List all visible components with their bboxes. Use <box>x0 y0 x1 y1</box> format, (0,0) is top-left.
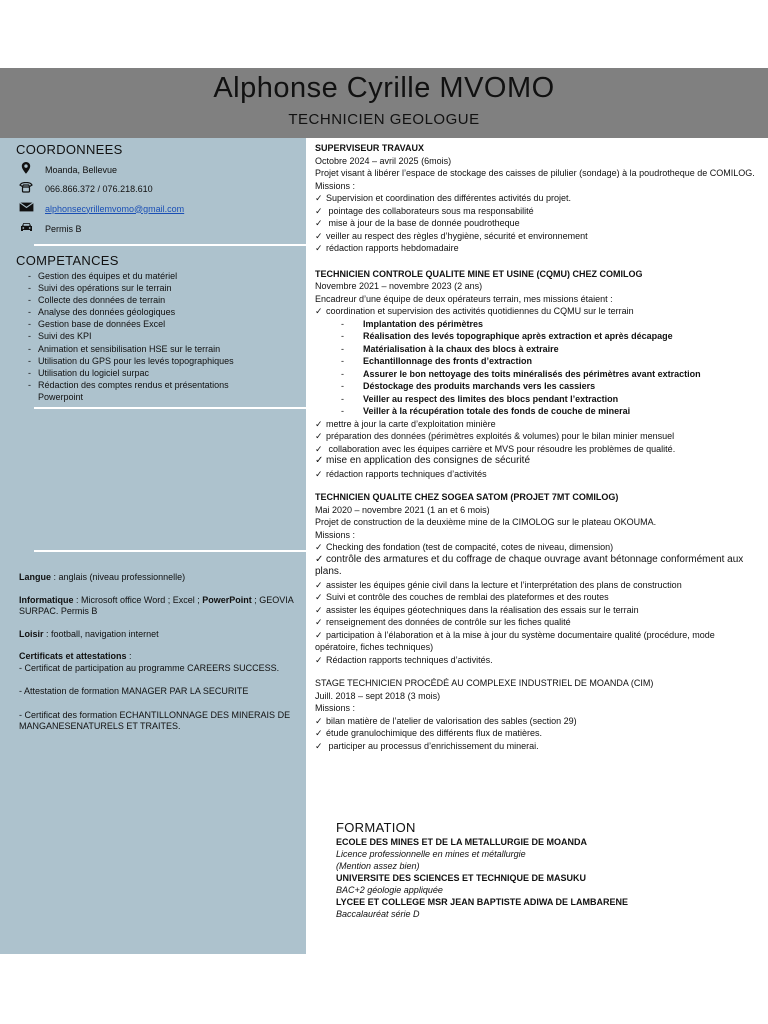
mission-text: préparation des données (périmètres exploités & volumes) pour le bilan minier mensuel <box>326 431 675 441</box>
mission-item <box>315 455 760 468</box>
sidebar-divider <box>34 407 306 409</box>
candidate-name: Alphonse Cyrille MVOMO <box>213 72 555 104</box>
mission-item <box>315 579 760 592</box>
phone-text: 066.866.372 / 076.218.610 <box>45 184 153 194</box>
contact-address <box>18 162 118 177</box>
mission-text: Supervision et coordination des différentes activités du projet. <box>326 193 571 203</box>
informatique-row <box>19 595 297 618</box>
coordonnees-title: COORDONNEES <box>16 142 123 157</box>
mission-text: contrôle des armatures et du coffrage de chaque ouvrage avant bétonnage conformément aux plans. <box>315 553 744 577</box>
informatique-value: : Microsoft office Word ; Excel ; <box>73 594 203 605</box>
mission-item <box>315 604 760 617</box>
job-description: Projet visant à libérer l’espace de stockage des caisses de pilulier (sondage) à la poudrotheque de COMILOG. <box>315 168 755 178</box>
mission-text: rédaction rapports hebdomadaire <box>326 243 459 253</box>
envelope-icon <box>18 202 34 215</box>
mission-item <box>315 430 760 443</box>
informatique-value-2: ; GEOVIA SURPAC. Permis B <box>19 594 294 616</box>
certificate-item: - Attestation de formation MANAGER PAR LA SECURITE <box>19 686 249 696</box>
sidebar-divider <box>34 550 306 552</box>
loisir-label: Loisir <box>19 628 44 639</box>
certificate-item: - Certificat des formation ECHANTILLONNAGE DES MINERAIS DE MANGANESENATURELS ET TRAITES. <box>19 709 291 731</box>
mission-item <box>315 217 760 230</box>
check-icon: ✓ <box>315 715 323 726</box>
mission-item <box>315 418 760 431</box>
job-title: TECHNICIEN QUALITE CHEZ SOGEA SATOM (PROJET 7MT COMILOG) <box>315 492 619 502</box>
check-icon: ✓ <box>315 455 324 466</box>
school-name: UNIVERSITE DES SCIENCES ET TECHNIQUE DE MASUKU <box>336 873 587 883</box>
powerpoint-label: PowerPoint <box>202 594 252 605</box>
langue-value: : anglais (niveau professionnelle) <box>51 572 186 582</box>
license-text: Permis B <box>45 224 82 234</box>
spacer <box>315 666 760 677</box>
mission-text: participer au processus d’enrichissement du minerai. <box>326 740 539 751</box>
mission-text: collaboration avec les équipes carrière et MVS pour résoudre les problèmes de qualité. <box>326 443 676 454</box>
check-icon: ✓ <box>315 230 323 241</box>
list-item: - Suivi des opérations sur le terrain <box>26 282 266 294</box>
job-title: TECHNICIEN CONTROLE QUALITE MINE ET USINE (CQMU) CHEZ COMILOG <box>315 268 643 279</box>
mission-text: Rédaction rapports techniques d’activités. <box>326 654 493 665</box>
mission-item <box>315 629 760 654</box>
informatique-label: Informatique <box>19 594 74 605</box>
check-icon: ✓ <box>315 218 323 228</box>
list-item: - Utilisation du GPS pour les levés topographiques <box>26 355 266 367</box>
check-icon: ✓ <box>315 243 323 253</box>
mission-text: coordination et supervision des activités quotidiennes du CQMU sur le terrain <box>326 306 634 316</box>
mission-text: mettre à jour la carte d’exploitation minière <box>326 418 496 429</box>
mission-text: pointage des collaborateurs sous ma responsabilité <box>326 205 534 216</box>
degree: Licence professionnelle en mines et métallurgie <box>336 849 526 859</box>
langue-row <box>19 572 297 584</box>
check-icon: ✓ <box>315 431 323 441</box>
mission-item <box>315 192 760 205</box>
job-period: Mai 2020 – novembre 2021 (1 an et 6 mois) <box>315 504 490 515</box>
mission-item <box>315 727 760 740</box>
check-icon: ✓ <box>315 629 323 640</box>
mention: (Mention assez bien) <box>336 861 420 871</box>
loisir-value: : football, navigation internet <box>43 628 159 639</box>
mission-item <box>315 230 760 243</box>
job-period: Juill. 2018 – sept 2018 (3 mois) <box>315 690 441 701</box>
loisir-row <box>19 629 297 641</box>
mission-item <box>315 591 760 604</box>
check-icon: ✓ <box>315 728 323 738</box>
job-period: Novembre 2021 – novembre 2023 (2 ans) <box>315 281 483 291</box>
check-icon: ✓ <box>315 604 323 615</box>
spacer <box>315 255 760 268</box>
mission-item <box>315 715 760 728</box>
list-item: - Collecte des données de terrain <box>26 294 266 306</box>
competences-list <box>26 270 266 403</box>
check-icon: ✓ <box>315 592 323 602</box>
spacer <box>315 480 760 491</box>
check-icon: ✓ <box>315 418 323 429</box>
check-icon: ✓ <box>315 579 323 590</box>
mission-item <box>315 554 760 579</box>
mission-item <box>315 541 760 554</box>
sub-mission: - Echantillonnage des fronts d’extraction <box>315 355 760 368</box>
sub-mission: - Veiller au respect des limites des blocs pendant l’extraction <box>315 393 760 406</box>
mission-item <box>315 205 760 218</box>
mission-text: renseignement des données de contrôle sur les fiches qualité <box>326 617 571 627</box>
sidebar-divider <box>34 244 306 246</box>
list-item: - Suivi des KPI <box>26 330 266 342</box>
experience-section <box>315 142 760 752</box>
contact-license <box>18 222 82 236</box>
mission-text: veiller au respect des règles d’hygiène, sécurité et environnement <box>326 230 588 241</box>
mission-text: participation à l’élaboration et à la mise à jour du système documentaire qualité (procédure, mode opératoire, fiches techniques) <box>315 629 715 652</box>
degree: BAC+2 géologie appliquée <box>336 885 443 895</box>
mission-text: assister les équipes génie civil dans la lecture et l’interprétation des plans de construction <box>326 579 682 590</box>
mission-text: rédaction rapports techniques d’activités <box>326 468 487 479</box>
missions-label: Missions : <box>315 180 356 191</box>
degree: Baccalauréat série D <box>336 909 420 919</box>
mission-item <box>315 468 760 481</box>
check-icon: ✓ <box>315 193 323 203</box>
mission-item <box>315 242 760 255</box>
certificats-row <box>19 651 297 663</box>
check-icon: ✓ <box>315 468 323 479</box>
mission-item <box>315 654 760 667</box>
sub-mission: - Déstockage des produits marchands vers les cassiers <box>315 380 760 393</box>
formation-title: FORMATION <box>336 820 416 835</box>
list-item: - Gestion base de données Excel <box>26 318 266 330</box>
address-text: Moanda, Bellevue <box>45 164 118 175</box>
check-icon: ✓ <box>315 443 323 454</box>
mission-text: mise en application des consignes de sécurité <box>326 455 531 466</box>
school-name: LYCEE ET COLLEGE MSR JEAN BAPTISTE ADIWA DE LAMBARENE <box>336 897 629 907</box>
sub-mission: - Matérialisation à la chaux des blocs à extraire <box>315 343 760 356</box>
check-icon: ✓ <box>315 205 323 216</box>
mission-item <box>315 443 760 456</box>
sub-mission: - Assurer le bon nettoyage des toits minéralisés des périmètres avant extraction <box>315 368 760 381</box>
email-link[interactable]: alphonsecyrillemvomo@gmail.com <box>45 203 185 214</box>
mission-text: Suivi et contrôle des couches de remblai des plateformes et des routes <box>326 592 609 602</box>
list-item: - Gestion des équipes et du matériel <box>26 270 266 282</box>
formation-section <box>336 822 756 920</box>
mission-text: Checking des fondation (test de compacité, cotes de niveau, dimension) <box>326 542 614 552</box>
contact-email <box>18 202 185 215</box>
contact-phone <box>18 182 153 196</box>
mission-item <box>315 616 760 629</box>
job-period: Octobre 2024 – avril 2025 (6mois) <box>315 155 452 166</box>
check-icon: ✓ <box>315 740 323 751</box>
list-item: - Analyse des données géologiques <box>26 306 266 318</box>
job-title: STAGE TECHNICIEN PROCÉDÉ AU COMPLEXE INDUSTRIEL DE MOANDA (CIM) <box>315 678 654 688</box>
check-icon: ✓ <box>315 542 323 552</box>
job-description: Encadreur d’une équipe de deux opérateurs terrain, mes missions étaient : <box>315 293 613 304</box>
car-icon <box>18 222 34 236</box>
check-icon: ✓ <box>315 306 323 316</box>
langue-label: Langue <box>19 572 52 582</box>
school-name: ECOLE DES MINES ET DE LA METALLURGIE DE MOANDA <box>336 837 588 847</box>
competences-title: COMPETANCES <box>16 253 119 268</box>
missions-label: Missions : <box>315 529 356 540</box>
mission-text: bilan matière de l’atelier de valorisation des sables (section 29) <box>326 715 577 726</box>
list-item: - Animation et sensibilisation HSE sur le terrain <box>26 343 266 355</box>
missions-label: Missions : <box>315 703 356 713</box>
mission-item <box>315 740 760 753</box>
additional-info <box>19 572 297 740</box>
sub-mission: - Veiller à la récupération totale des fonds de couche de minerai <box>315 405 760 418</box>
list-item: - Rédaction des comptes rendus et présentations Powerpoint <box>26 379 266 403</box>
job-description: Projet de construction de la deuxième mine de la CIMOLOG sur le plateau OKOUMA. <box>315 517 657 527</box>
certificate-item: - Certificat de participation au programme CAREERS SUCCESS. <box>19 662 280 673</box>
location-pin-icon <box>18 162 34 177</box>
candidate-title: TECHNICIEN GEOLOGUE <box>288 111 480 128</box>
sub-mission: - Implantation des périmètres <box>315 318 760 331</box>
job-title: SUPERVISEUR TRAVAUX <box>315 143 425 153</box>
certificats-label: Certificats et attestations <box>19 651 127 661</box>
mission-text: étude granulochimique des différents flux de matières. <box>326 728 542 738</box>
check-icon: ✓ <box>315 654 323 665</box>
mission-item <box>315 305 760 318</box>
check-icon: ✓ <box>315 617 323 627</box>
sub-mission: - Réalisation des levés topographique après extraction et après décapage <box>315 330 760 343</box>
mission-text: assister les équipes géotechniques dans la réalisation des essais sur le terrain <box>326 604 639 615</box>
list-item: - Utilisation du logiciel surpac <box>26 367 266 379</box>
phone-icon <box>18 182 34 196</box>
mission-text: mise à jour de la base de donnée poudrotheque <box>326 218 520 228</box>
certificats-colon: : <box>126 651 132 661</box>
check-icon: ✓ <box>315 553 324 565</box>
